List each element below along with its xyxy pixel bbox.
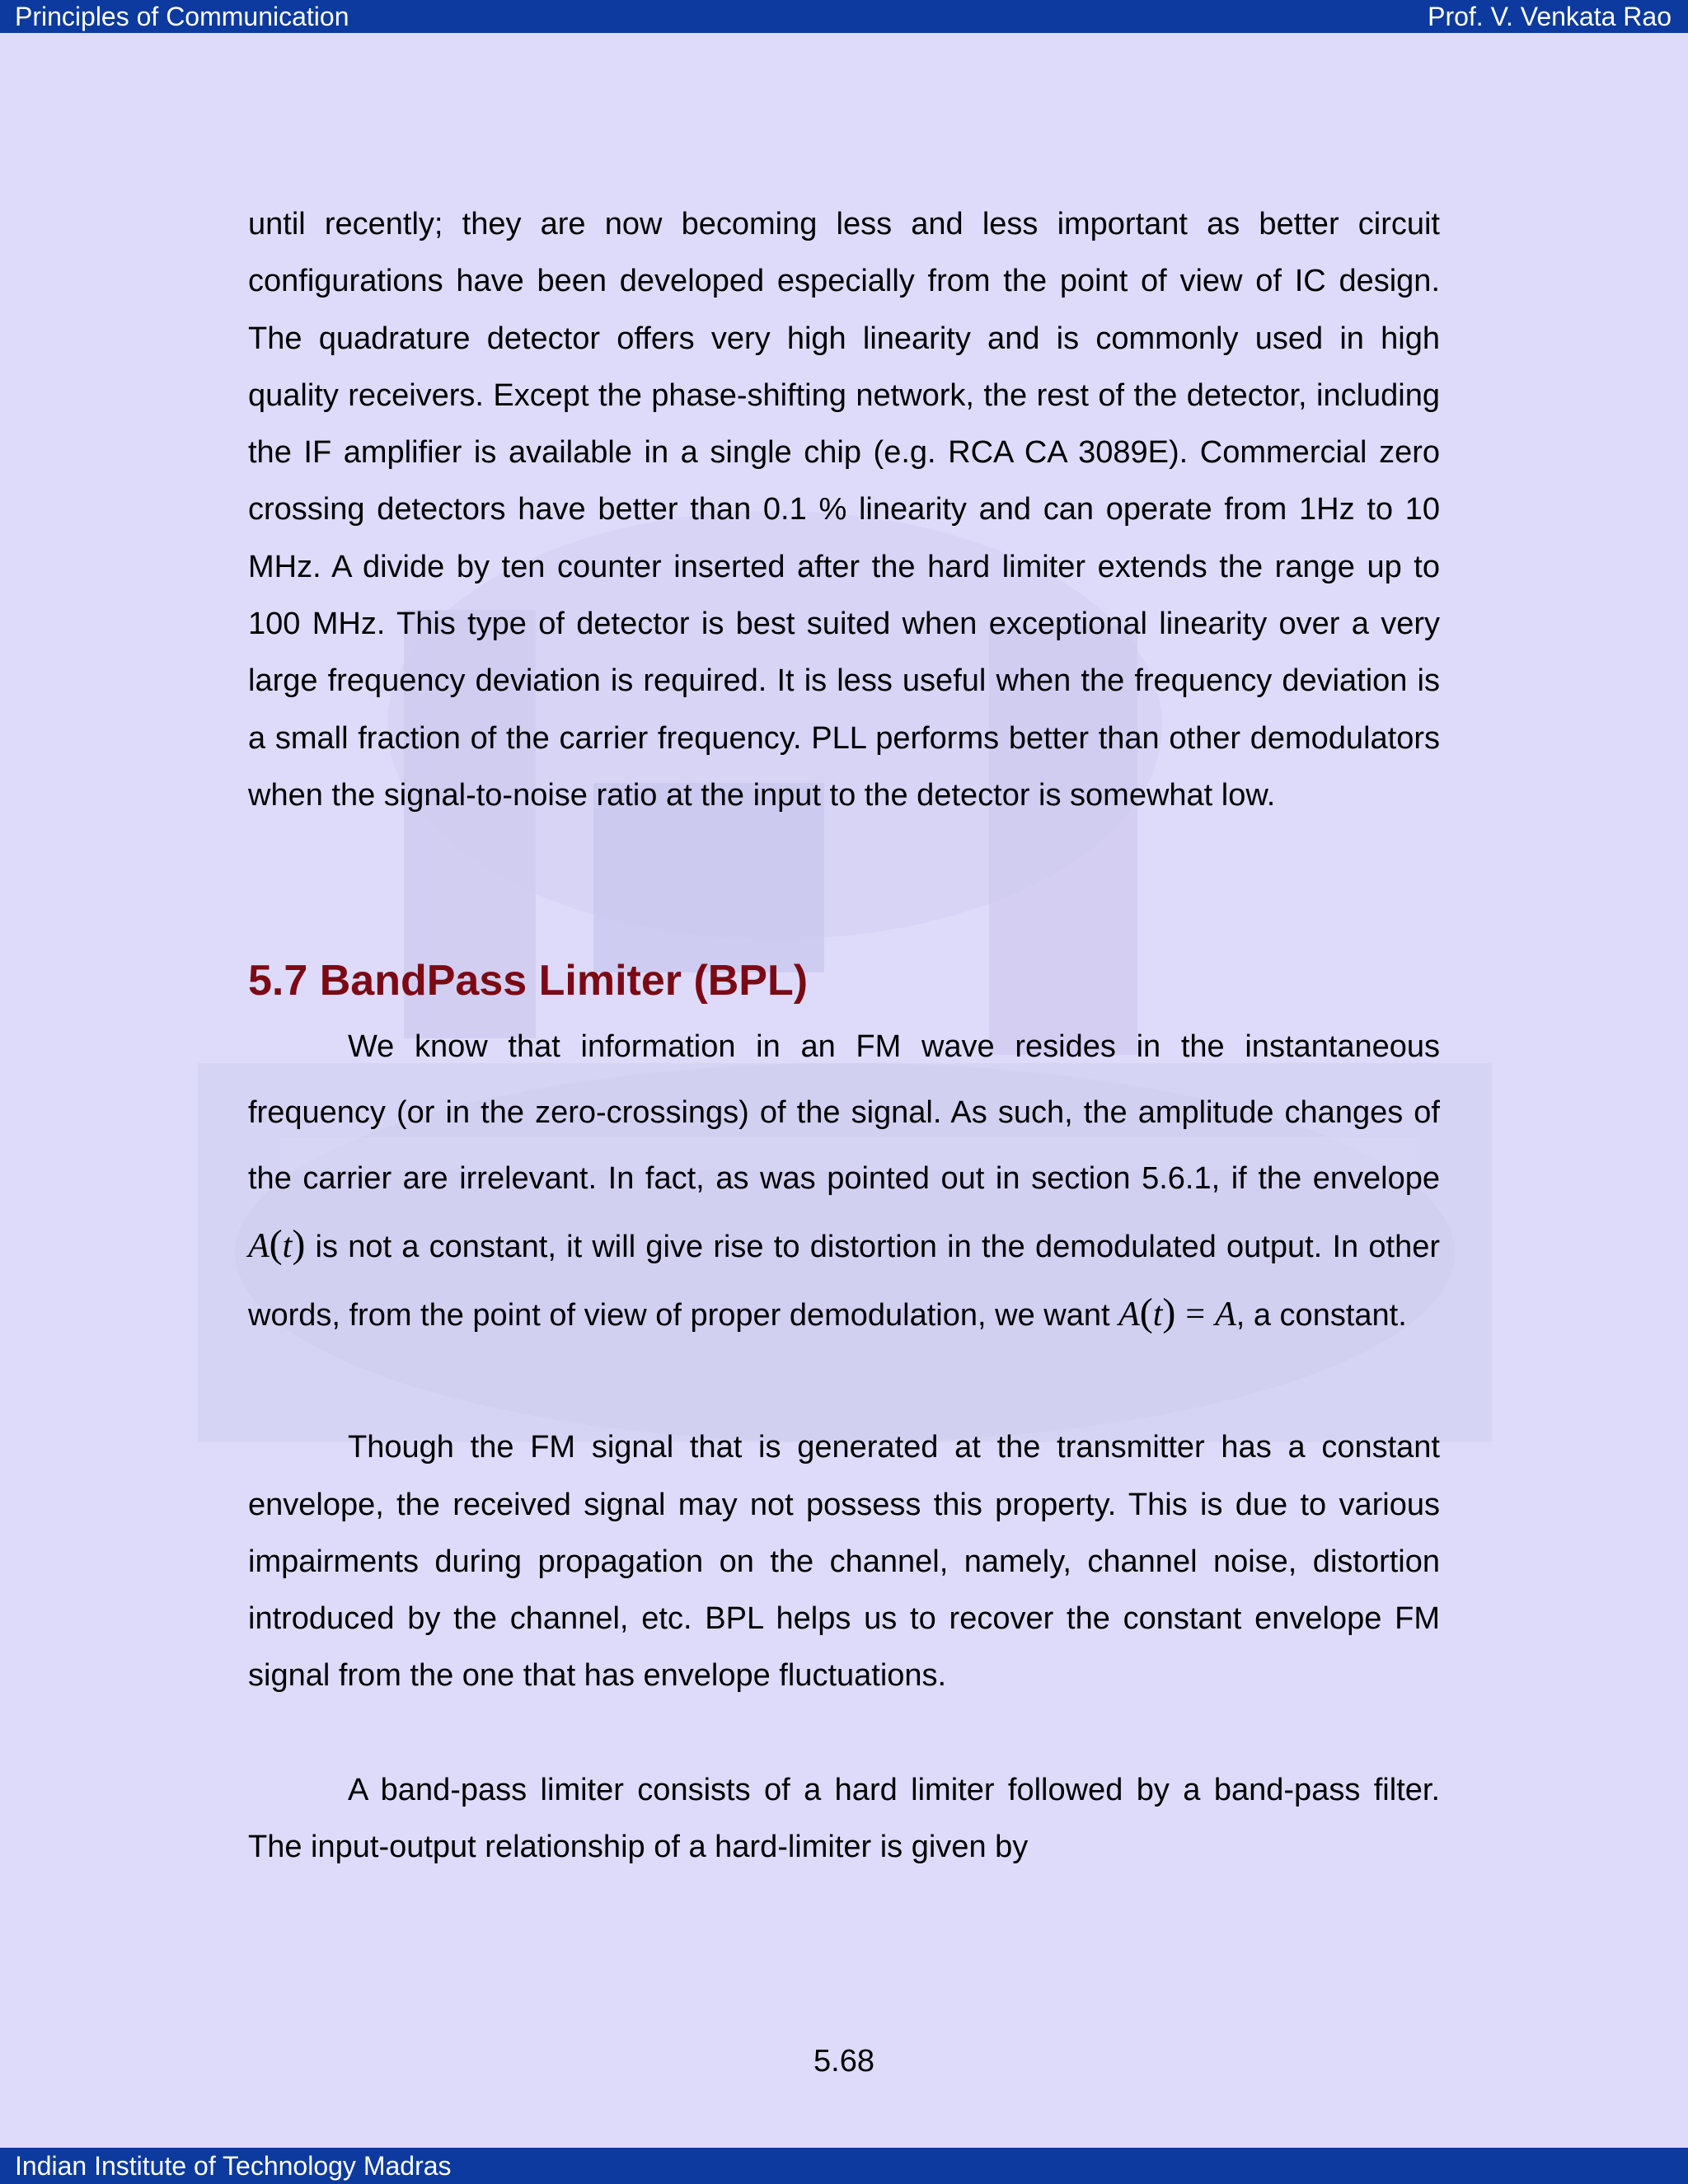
paragraph-envelope-text-c: , a constant. bbox=[1236, 1298, 1407, 1333]
paragraph-detectors: until recently; they are now becoming less and less important as better circuit configurations have been developed especially from the point of view of IC design. The quadrature detector offers very high linearity and is commonly used in high quality receivers. Except the phase-shifting network, the rest of the detector, including the IF amplifier is available in a single chip (e.g. RCA CA 3089E). Commercial zero crossing detectors have better than 0.1 % linearity and can operate from 1Hz to 10 MHz. A divide by ten counter inserted after the hard limiter extends the range up to 100 MHz. This type of detector is best suited when exceptional linearity over a very large frequency deviation is required. It is less useful when the frequency deviation is a small fraction of the carrier frequency. PLL performs better than other demodulators when the signal-to-noise ratio at the input to the detector is somewhat low. bbox=[248, 207, 1440, 813]
paragraph-envelope-text-b: is not a constant, it will give rise to distortion in the demodulated output. In other words, from the point of view of proper demodulation, we want bbox=[248, 1230, 1441, 1333]
page-body bbox=[248, 196, 1440, 1876]
section-heading: 5.7 BandPass Limiter (BPL) bbox=[248, 957, 809, 1005]
paragraph-received-signal: Though the FM signal that is generated at the transmitter has a constant envelope, the received signal may not possess this property. This is due to various impairments during propagation on the channel, namely, channel noise, distortion introduced by the channel, etc. BPL helps us to recover the constant envelope FM signal from the one that has envelope fluctuations. bbox=[248, 1430, 1440, 1694]
paragraph-band-pass-limiter: A band-pass limiter consists of a hard limiter followed by a band-pass filter. The input-output relationship of a hard-limiter is given by bbox=[248, 1772, 1440, 1865]
paragraph-envelope bbox=[248, 1014, 1440, 1348]
envelope-math-expression: A(t) bbox=[248, 1222, 306, 1267]
constant-envelope-equation: A(t) = A bbox=[1118, 1291, 1236, 1335]
page-number: 5.68 bbox=[814, 2044, 874, 2079]
paragraph-envelope-text-a: We know that information in an FM wave resides in the instantaneous frequency (or in the zero-crossings) of the signal. As such, the amplitude changes of the carrier are irrelevant. In fact, as was pointed out in section 5.6.1, if the envelope bbox=[248, 1029, 1440, 1197]
header-course-title: Principles of Communication bbox=[15, 2, 349, 31]
header-bar bbox=[0, 0, 1688, 33]
header-author: Prof. V. Venkata Rao bbox=[1428, 2, 1672, 31]
footer-bar bbox=[0, 2148, 1688, 2184]
footer-institution: Indian Institute of Technology Madras bbox=[15, 2151, 452, 2181]
